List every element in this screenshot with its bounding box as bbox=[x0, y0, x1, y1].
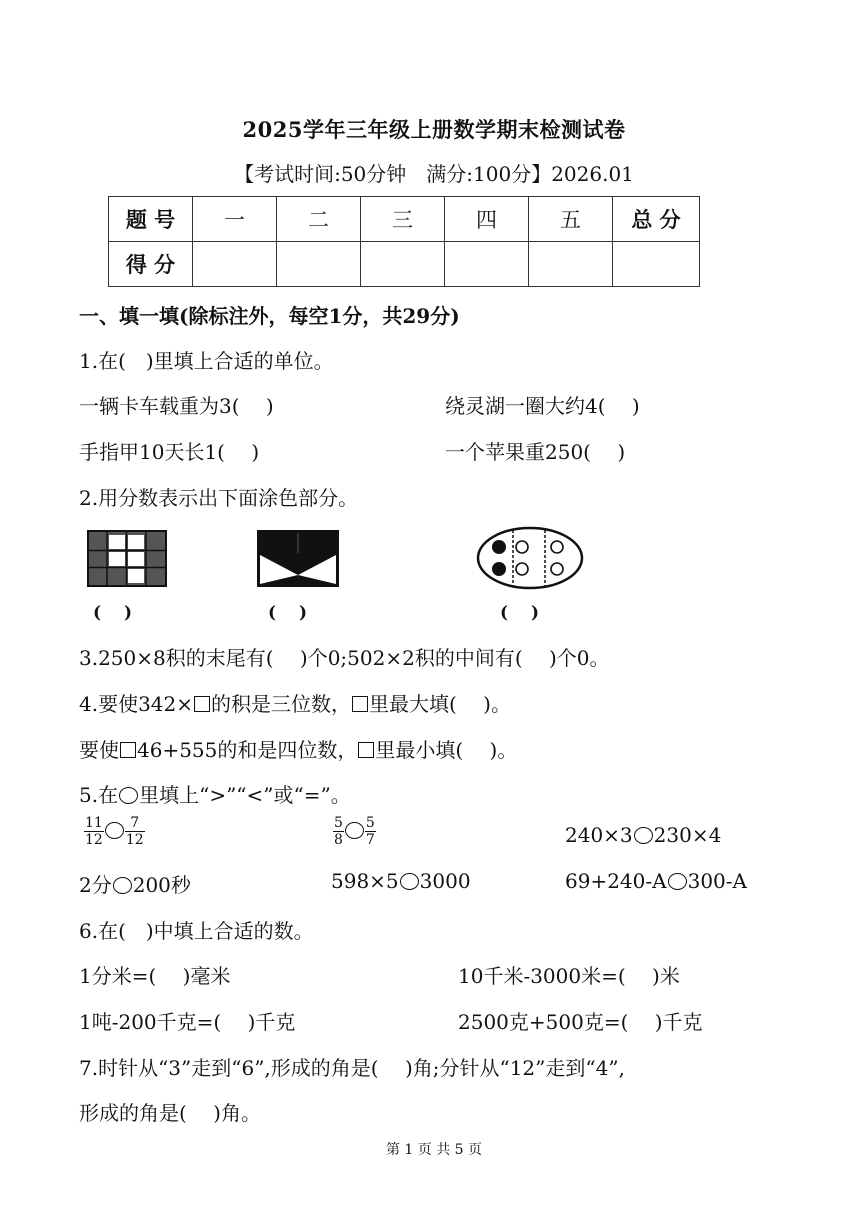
fraction bbox=[365, 815, 376, 848]
compare-left: 69+240-A bbox=[565, 869, 667, 893]
fraction-numerator: 11 bbox=[85, 815, 103, 831]
score-cell: 四 bbox=[445, 197, 529, 242]
q4-line2 bbox=[79, 734, 517, 763]
q5-compare-a bbox=[84, 815, 145, 848]
fraction bbox=[125, 815, 145, 848]
fraction bbox=[333, 815, 344, 848]
score-input-cell[interactable] bbox=[613, 242, 700, 287]
score-cell-label: 得 分 bbox=[109, 242, 193, 287]
exam-title: 2025学年三年级上册数学期末检测试卷 bbox=[242, 117, 626, 142]
q5-compare-f bbox=[565, 869, 747, 893]
score-cell: 一 bbox=[193, 197, 277, 242]
compare-right: 300-A bbox=[687, 869, 747, 893]
score-input-cell[interactable] bbox=[529, 242, 613, 287]
q2-blank-1[interactable]: ( ) bbox=[93, 603, 133, 623]
score-cell: 五 bbox=[529, 197, 613, 242]
box-icon bbox=[194, 696, 210, 712]
compare-left: 240×3 bbox=[565, 823, 633, 847]
q5-stem-part1: 5.在 bbox=[79, 783, 119, 807]
q4-line1-part1: 4.要使342× bbox=[79, 692, 194, 716]
fraction bbox=[84, 815, 104, 848]
section-heading: 一、填一填(除标注外，每空1分，共29分) bbox=[79, 304, 460, 328]
q6-item-b: 10千米-3000米=( )米 bbox=[458, 964, 680, 988]
fraction-numerator: 5 bbox=[334, 815, 343, 831]
compare-right: 3000 bbox=[419, 869, 471, 893]
q5-stem bbox=[79, 779, 351, 808]
q1-item-b: 绕灵湖一圈大约4( ) bbox=[445, 394, 640, 418]
triangle-figure bbox=[257, 530, 339, 587]
q6-item-a: 1分米=( )毫米 bbox=[79, 964, 231, 988]
compare-circle[interactable] bbox=[113, 877, 132, 894]
score-input-cell[interactable] bbox=[277, 242, 361, 287]
fraction-denominator: 8 bbox=[334, 832, 343, 848]
exam-subtitle: 【考试时间:50分钟 满分:100分】2026.01 bbox=[234, 162, 634, 186]
compare-circle[interactable] bbox=[668, 873, 687, 890]
q6-stem: 6.在( )中填上合适的数。 bbox=[79, 919, 314, 943]
q7-line2: 形成的角是( )角。 bbox=[79, 1101, 261, 1125]
q2-blank-3[interactable]: ( ) bbox=[500, 603, 540, 623]
page-footer: 第 1 页 共 5 页 bbox=[385, 1142, 483, 1158]
q4-line2-part3: 里最小填( )。 bbox=[375, 738, 518, 762]
q2-stem: 2.用分数表示出下面涂色部分。 bbox=[79, 486, 359, 510]
oval-dots-figure bbox=[476, 526, 584, 590]
q1-item-d: 一个苹果重250( ) bbox=[445, 440, 626, 464]
score-table-header-row bbox=[109, 197, 700, 242]
q6-item-d: 2500克+500克=( )千克 bbox=[458, 1010, 703, 1034]
q5-compare-b bbox=[333, 815, 376, 848]
q4-line2-part2: 46+555的和是四位数， bbox=[137, 738, 358, 762]
score-cell: 二 bbox=[277, 197, 361, 242]
q7-line1: 7.时针从“3”走到“6”,形成的角是( )角;分针从“12”走到“4”, bbox=[79, 1056, 625, 1080]
score-cell-label: 题 号 bbox=[109, 197, 193, 242]
fraction-numerator: 7 bbox=[125, 815, 145, 832]
q2-blank-2[interactable]: ( ) bbox=[268, 603, 308, 623]
score-input-cell[interactable] bbox=[361, 242, 445, 287]
score-cell: 三 bbox=[361, 197, 445, 242]
compare-circle[interactable] bbox=[105, 822, 124, 839]
q4-line1 bbox=[79, 688, 511, 717]
score-input-cell[interactable] bbox=[445, 242, 529, 287]
circle-icon bbox=[119, 787, 138, 804]
q1-item-a: 一辆卡车载重为3( ) bbox=[79, 394, 274, 418]
q4-line1-part2: 的积是三位数， bbox=[211, 692, 352, 716]
q5-compare-c bbox=[565, 823, 721, 847]
score-table bbox=[108, 196, 700, 287]
q3-text: 3.250×8积的末尾有( )个0;502×2积的中间有( )个0。 bbox=[79, 646, 610, 670]
score-input-cell[interactable] bbox=[193, 242, 277, 287]
q4-line1-part3: 里最大填( )。 bbox=[369, 692, 511, 716]
compare-circle[interactable] bbox=[400, 873, 419, 890]
fraction-numerator: 5 bbox=[365, 815, 375, 831]
q1-item-c: 手指甲10天长1( ) bbox=[79, 440, 260, 464]
compare-left: 2分 bbox=[79, 873, 112, 897]
q6-item-c: 1吨-200千克=( )千克 bbox=[79, 1010, 296, 1034]
fraction-denominator: 12 bbox=[85, 832, 103, 848]
fraction-denominator: 12 bbox=[125, 832, 144, 848]
q4-line2-part1: 要使 bbox=[79, 738, 119, 762]
compare-right: 230×4 bbox=[653, 823, 722, 847]
score-cell-total: 总 分 bbox=[613, 197, 700, 242]
compare-circle[interactable] bbox=[345, 822, 364, 839]
score-table-score-row bbox=[109, 242, 700, 287]
box-icon bbox=[358, 742, 374, 758]
compare-circle[interactable] bbox=[634, 827, 653, 844]
grid-figure bbox=[87, 530, 167, 587]
q5-compare-e bbox=[331, 869, 471, 893]
q1-stem: 1.在( )里填上合适的单位。 bbox=[79, 349, 334, 373]
box-icon bbox=[352, 696, 368, 712]
box-icon bbox=[120, 742, 136, 758]
fraction-denominator: 7 bbox=[365, 832, 375, 848]
q5-stem-part2: 里填上“>”“<”或“=”。 bbox=[139, 783, 351, 807]
compare-left: 598×5 bbox=[331, 869, 399, 893]
compare-right: 200秒 bbox=[132, 873, 191, 897]
q5-compare-d bbox=[79, 869, 191, 898]
